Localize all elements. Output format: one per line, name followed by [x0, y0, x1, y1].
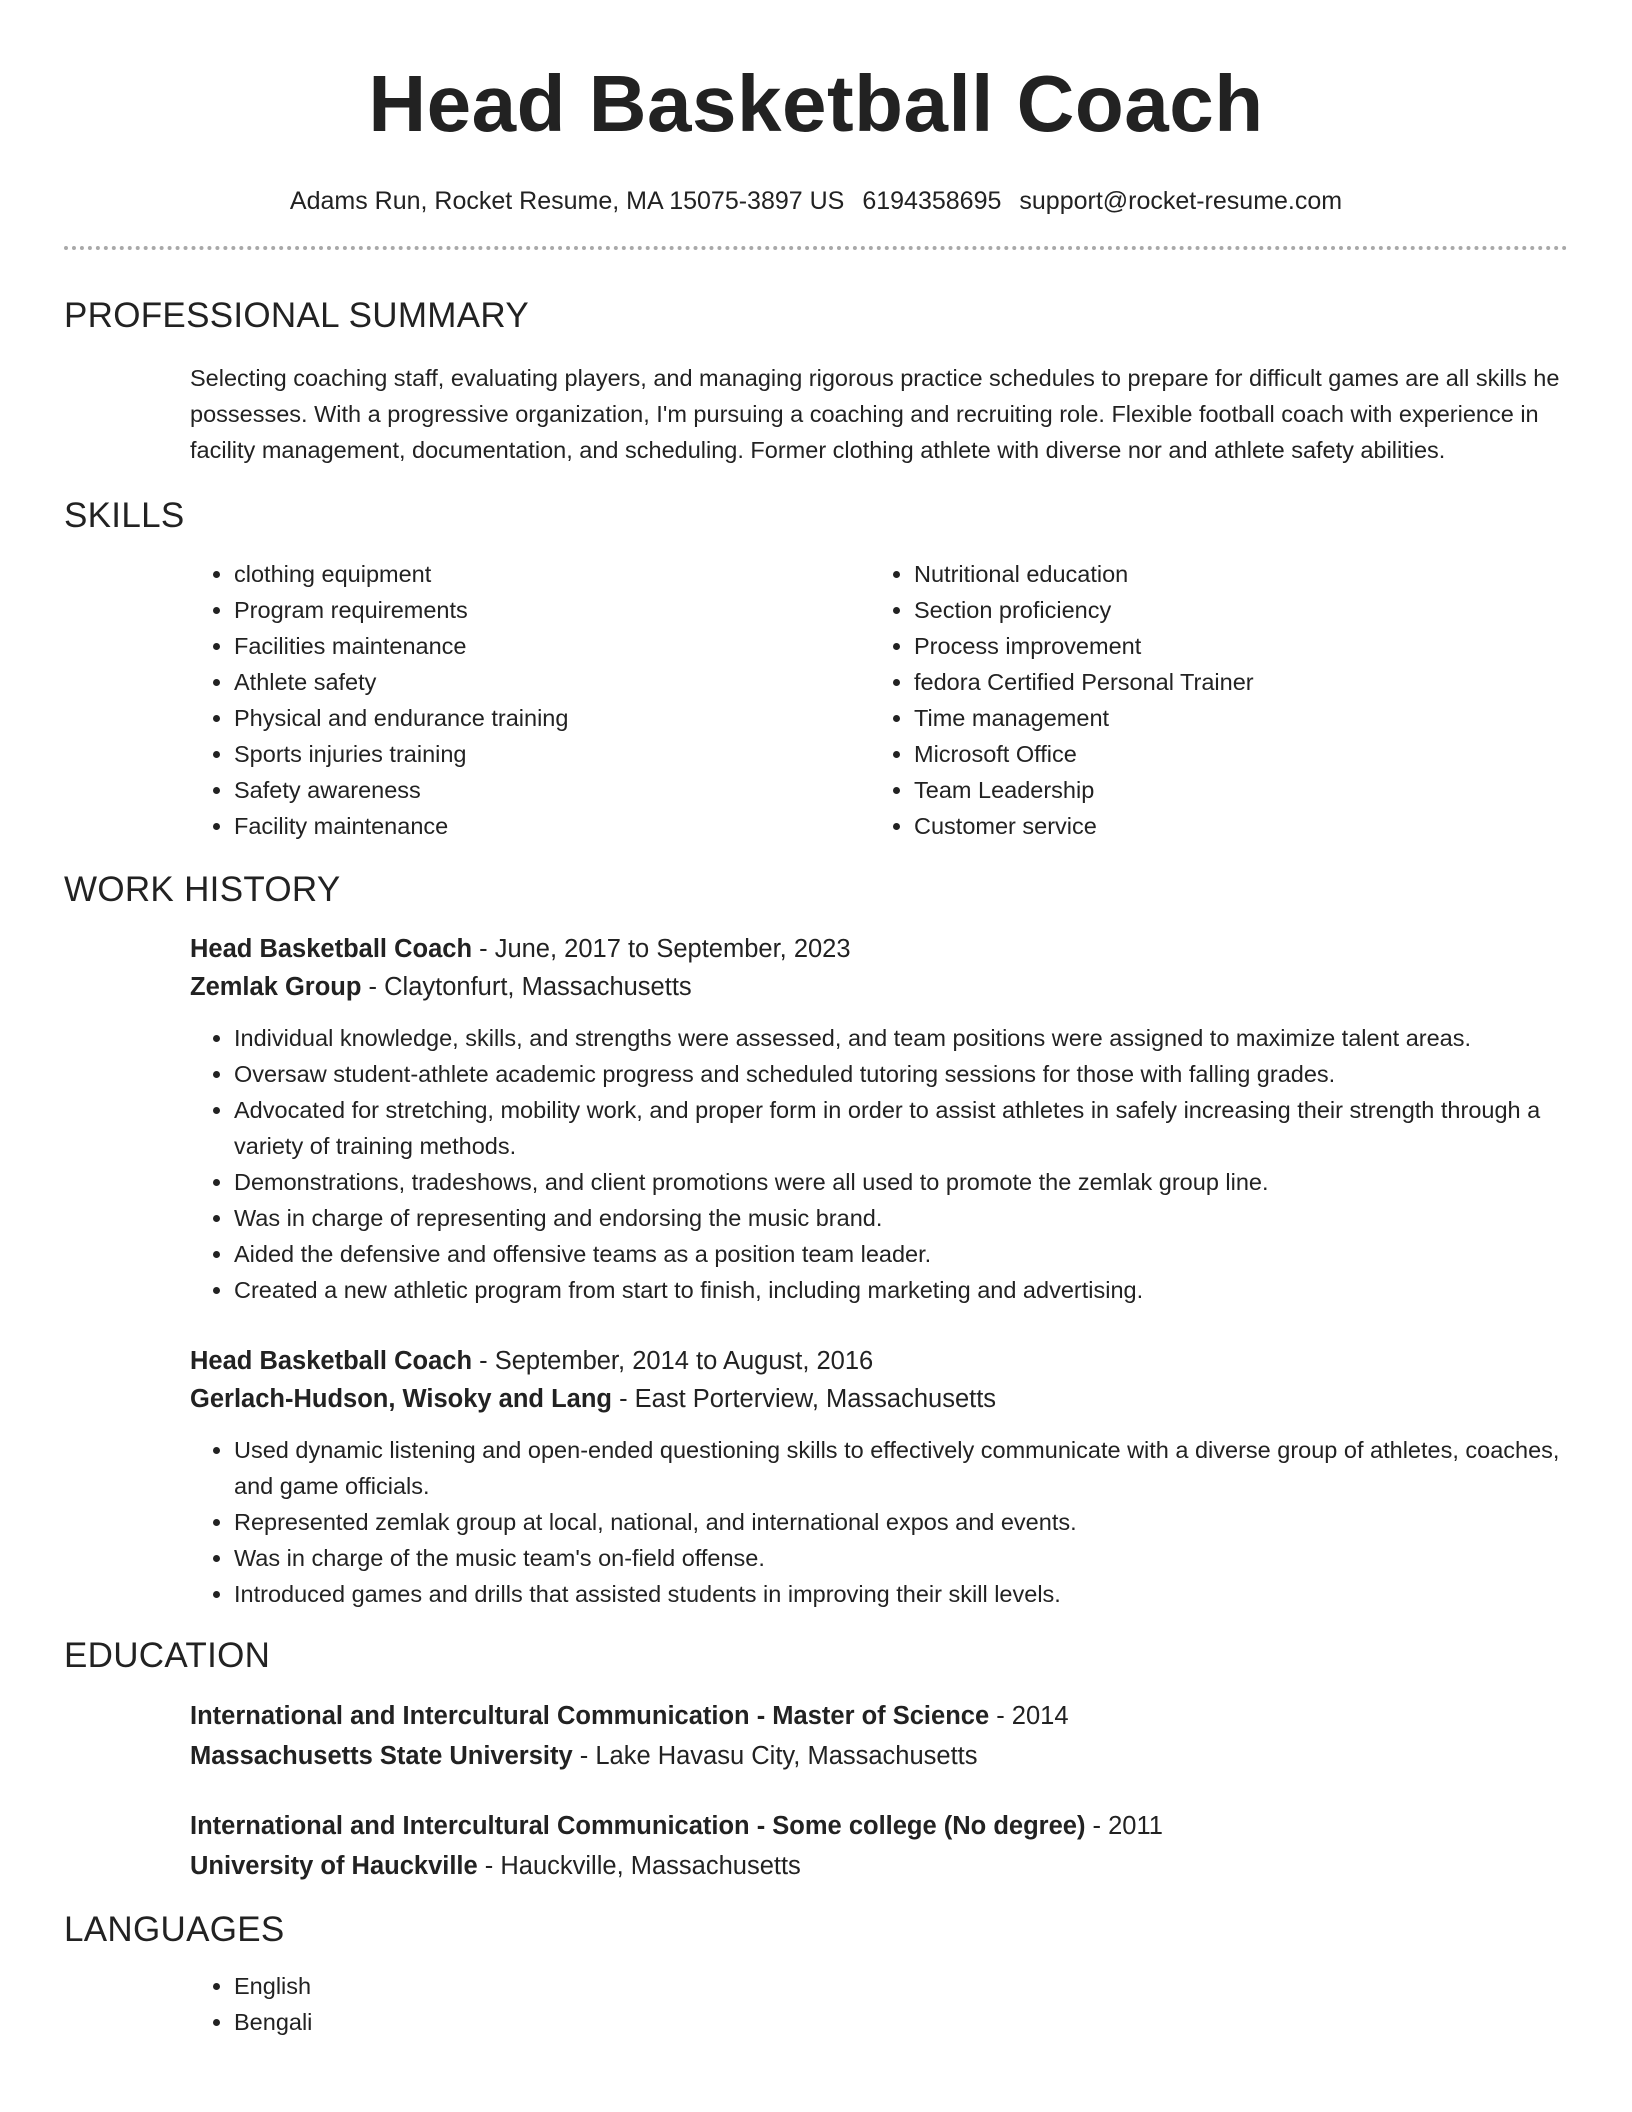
job-bullet: • Demonstrations, tradeshows, and client promotions were all used to promote the zemlak group line. — [234, 1164, 1568, 1200]
skill-item: • Athlete safety — [234, 664, 870, 700]
job-dates: - September, 2014 to August, 2016 — [472, 1347, 874, 1375]
contact-address: Adams Run, Rocket Resume, MA 15075-3897 US — [289, 187, 845, 215]
summary-text: Selecting coaching staff, evaluating players, and managing rigorous practice schedules to prepare for difficult games are all skills he possesses. With a progressive organization, I'm pursuing a coaching and recruiting role. Flexible football coach with experience in facility management, documentation, and scheduling. Former clothing athlete with diverse nor and athlete safety abilities. — [190, 365, 1560, 463]
education-school: University of Hauckville — [190, 1852, 478, 1880]
header-divider — [64, 246, 1568, 250]
summary-heading: PROFESSIONAL SUMMARY — [64, 296, 529, 335]
job-company: Zemlak Group — [190, 973, 362, 1001]
languages-list — [190, 1968, 1568, 2040]
skills-column-left — [190, 556, 870, 844]
job-bullets — [190, 1432, 1568, 1612]
skill-item: • Facilities maintenance — [234, 628, 870, 664]
job-bullet: • Was in charge of the music team's on-field offense. — [234, 1540, 1568, 1576]
contact-email: support@rocket-resume.com — [1019, 187, 1343, 215]
job-bullet: • Individual knowledge, skills, and strengths were assessed, and team positions were assigned to maximize talent areas. — [234, 1020, 1568, 1056]
job-bullet: • Oversaw student-athlete academic progress and scheduled tutoring sessions for those with falling grades. — [234, 1056, 1568, 1092]
education-year: - 2011 — [1085, 1812, 1163, 1840]
job-company-line — [190, 968, 1568, 1006]
job-bullet: • Represented zemlak group at local, national, and international expos and events. — [234, 1504, 1568, 1540]
job-bullet: • Aided the defensive and offensive teams as a position team leader. — [234, 1236, 1568, 1272]
job-company: Gerlach-Hudson, Wisoky and Lang — [190, 1385, 612, 1413]
job-title-line — [190, 1342, 1568, 1380]
skills-list-right — [870, 556, 1550, 844]
education-school-line — [190, 1736, 1568, 1776]
skill-item: • Time management — [914, 700, 1550, 736]
job-dates: - June, 2017 to September, 2023 — [472, 935, 851, 963]
education-body — [190, 1696, 1568, 1886]
education-school-line — [190, 1846, 1568, 1886]
education-degree-line — [190, 1806, 1568, 1846]
job-title-line — [190, 930, 1568, 968]
education-entry — [190, 1806, 1568, 1886]
education-year: - 2014 — [989, 1702, 1069, 1730]
skills-column-right — [870, 556, 1550, 844]
skill-item: • clothing equipment — [234, 556, 870, 592]
skills-heading: SKILLS — [64, 496, 185, 535]
education-degree: International and Intercultural Communication - Some college (No degree) — [190, 1812, 1086, 1840]
skill-item: • Process improvement — [914, 628, 1550, 664]
skill-item: • Section proficiency — [914, 592, 1550, 628]
skill-item: • Facility maintenance — [234, 808, 870, 844]
job-location: - East Porterview, Massachusetts — [612, 1385, 997, 1413]
education-entry — [190, 1696, 1568, 1776]
job-location: - Claytonfurt, Massachusetts — [361, 973, 692, 1001]
skill-item: • fedora Certified Personal Trainer — [914, 664, 1550, 700]
education-degree-line — [190, 1696, 1568, 1736]
language-item: • English — [234, 1968, 1568, 2004]
education-location: - Lake Havasu City, Massachusetts — [572, 1742, 978, 1770]
job-bullets — [190, 1020, 1568, 1308]
language-item: • Bengali — [234, 2004, 1568, 2040]
job-role: Head Basketball Coach — [190, 1347, 473, 1375]
skills-list-left — [190, 556, 870, 844]
education-location: - Hauckville, Massachusetts — [477, 1852, 801, 1880]
languages-heading: LANGUAGES — [64, 1910, 285, 1949]
job-role: Head Basketball Coach — [190, 935, 473, 963]
resume-name: Head Basketball Coach — [368, 59, 1264, 148]
job-bullet: • Was in charge of representing and endorsing the music brand. — [234, 1200, 1568, 1236]
education-degree: International and Intercultural Communication - Master of Science — [190, 1702, 990, 1730]
skills-grid — [190, 556, 1568, 844]
job-bullet: • Created a new athletic program from start to finish, including marketing and advertising. — [234, 1272, 1568, 1308]
skill-item: • Customer service — [914, 808, 1550, 844]
education-heading: EDUCATION — [64, 1636, 271, 1675]
job-bullet: • Advocated for stretching, mobility work, and proper form in order to assist athletes in safely increasing their strength through a variety of training methods. — [234, 1092, 1568, 1164]
skill-item: • Team Leadership — [914, 772, 1550, 808]
work-history-body — [190, 930, 1568, 1612]
job-entry — [190, 930, 1568, 1308]
skill-item: • Nutritional education — [914, 556, 1550, 592]
skill-item: • Sports injuries training — [234, 736, 870, 772]
contact-line — [64, 184, 1568, 218]
education-school: Massachusetts State University — [190, 1742, 573, 1770]
skill-item: • Physical and endurance training — [234, 700, 870, 736]
job-bullet: • Introduced games and drills that assisted students in improving their skill levels. — [234, 1576, 1568, 1612]
job-entry — [190, 1342, 1568, 1612]
skill-item: • Safety awareness — [234, 772, 870, 808]
skill-item: • Microsoft Office — [914, 736, 1550, 772]
job-company-line — [190, 1380, 1568, 1418]
job-bullet: • Used dynamic listening and open-ended questioning skills to effectively communicate with a diverse group of athletes, coaches, and game officials. — [234, 1432, 1568, 1504]
skill-item: • Program requirements — [234, 592, 870, 628]
contact-phone: 6194358695 — [862, 187, 1002, 215]
work-history-heading: WORK HISTORY — [64, 870, 341, 909]
languages-body — [190, 1968, 1568, 2040]
